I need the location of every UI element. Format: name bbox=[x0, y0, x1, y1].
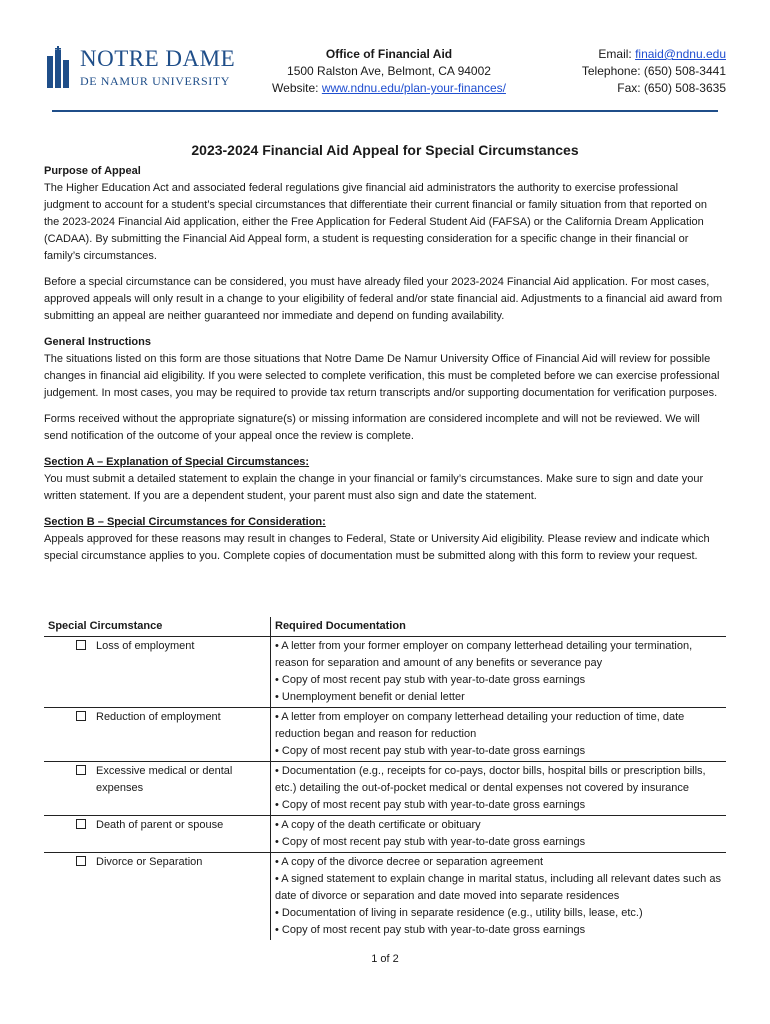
column-header-documentation: Required Documentation bbox=[271, 617, 727, 637]
documentation-item: • Copy of most recent pay stub with year-to-date gross earnings bbox=[275, 924, 586, 936]
general-heading: General Instructions bbox=[44, 336, 151, 348]
documentation-item: • Documentation (e.g., receipts for co-pays, doctor bills, hospital bills or prescription bills, etc.) detailing the out-of-pocket medical or dental expenses not covered by insurance bbox=[275, 765, 706, 794]
documentation-cell bbox=[271, 637, 727, 708]
email-line bbox=[582, 46, 726, 63]
office-address: 1500 Ralston Ave, Belmont, CA 94002 bbox=[287, 64, 491, 78]
university-logo bbox=[44, 44, 234, 96]
document-body bbox=[44, 163, 724, 565]
circumstance-label: Divorce or Separation bbox=[96, 856, 203, 868]
circumstance-cell bbox=[44, 853, 271, 941]
purpose-paragraph-2: Before a special circumstance can be considered, you must have already filed your 2023-2024 Financial Aid application. For most cases, approved appeals will only result in a change to your eligibility of federal and/or state financial aid. Adjustments to a financial aid award from submitting an appeal are neither guaranteed nor immediate and depend on funding availability. bbox=[44, 276, 723, 322]
general-paragraph-1: The situations listed on this form are those situations that Notre Dame De Namur University Office of Financial Aid will review for possible changes in financial aid eligibility. If you were selected to complete verification, this must be completed before we can exercise professional judgement. In most cases, you may be required to provide tax return transcripts and/or supporting documentation for verification purposes. bbox=[44, 353, 720, 399]
circumstance-cell bbox=[44, 816, 271, 853]
office-info bbox=[262, 46, 516, 97]
email-link[interactable]: finaid@ndnu.edu bbox=[635, 47, 726, 61]
documentation-item: • Documentation of living in separate residence (e.g., utility bills, lease, etc.) bbox=[275, 907, 643, 919]
general-paragraph-2: Forms received without the appropriate signature(s) or missing information are considered incomplete and will not be reviewed. We will send notification of the outcome of your appeal once the review is complete. bbox=[44, 413, 700, 442]
documentation-cell bbox=[271, 708, 727, 762]
office-name: Office of Financial Aid bbox=[325, 47, 453, 61]
page-number: 1 of 2 bbox=[371, 953, 399, 965]
contact-info bbox=[582, 46, 726, 97]
website-link[interactable]: www.ndnu.edu/plan-your-finances/ bbox=[321, 81, 506, 95]
logo-wordmark-line1: NOTRE DAME bbox=[80, 46, 236, 71]
circumstance-checkbox[interactable] bbox=[76, 856, 86, 866]
header-divider bbox=[52, 110, 718, 112]
documentation-cell bbox=[271, 816, 727, 853]
circumstance-cell bbox=[44, 708, 271, 762]
documentation-item: • Copy of most recent pay stub with year-to-date gross earnings bbox=[275, 799, 586, 811]
special-circumstances-table bbox=[44, 617, 726, 940]
documentation-cell bbox=[271, 762, 727, 816]
university-crest-icon bbox=[44, 46, 74, 90]
circumstance-checkbox[interactable] bbox=[76, 765, 86, 775]
circumstance-checkbox[interactable] bbox=[76, 711, 86, 721]
table-row bbox=[44, 708, 726, 762]
circumstance-label: Death of parent or spouse bbox=[96, 819, 224, 831]
logo-wordmark-line2: DE NAMUR UNIVERSITY bbox=[80, 74, 231, 88]
circumstance-cell bbox=[44, 637, 271, 708]
email-label: Email: bbox=[598, 47, 636, 61]
table-row bbox=[44, 853, 726, 941]
table-row bbox=[44, 637, 726, 708]
documentation-item: • Copy of most recent pay stub with year-to-date gross earnings bbox=[275, 674, 586, 686]
circumstance-checkbox[interactable] bbox=[76, 640, 86, 650]
section-b-heading: Section B – Special Circumstances for Consideration: bbox=[44, 516, 326, 528]
documentation-item: • Unemployment benefit or denial letter bbox=[275, 691, 465, 703]
table-row bbox=[44, 762, 726, 816]
circumstance-label: Reduction of employment bbox=[96, 711, 221, 723]
section-b-paragraph: Appeals approved for these reasons may result in changes to Federal, State or University Aid eligibility. Please review and indicate which special circumstance applies to you. Complete copies of documentation must be submitted along with this form to review your request. bbox=[44, 533, 710, 562]
documentation-item: • A letter from employer on company letterhead detailing your reduction of time, date reduction began and reason for reduction bbox=[275, 711, 685, 740]
circumstance-label: Loss of employment bbox=[96, 640, 195, 652]
telephone: Telephone: (650) 508-3441 bbox=[581, 64, 726, 78]
circumstance-cell bbox=[44, 762, 271, 816]
office-website bbox=[262, 80, 516, 97]
section-a-paragraph: You must submit a detailed statement to explain the change in your financial or family’s circumstances. Make sure to sign and date your written statement. If you are a dependent student, your parent must also sign and date the statement. bbox=[44, 473, 704, 502]
website-label: Website: bbox=[272, 81, 322, 95]
purpose-paragraph-1: The Higher Education Act and associated federal regulations give financial aid administrators the authority to exercise professional judgment to account for a student’s special circumstances that differentiate their current financial or family situation from that reported on the 2023-2024 Financial Aid application, either the Free Application for Federal Student Aid (FAFSA) or the California Dream Application (CADAA). By submitting the Financial Aid Appeal form, a student is requesting consideration for a specific change in their financial or family’s circumstances. bbox=[44, 182, 707, 262]
document-title: 2023-2024 Financial Aid Appeal for Special Circumstances bbox=[191, 142, 579, 158]
documentation-item: • A copy of the divorce decree or separation agreement bbox=[275, 856, 544, 868]
documentation-item: • Copy of most recent pay stub with year-to-date gross earnings bbox=[275, 745, 586, 757]
column-header-circumstance: Special Circumstance bbox=[44, 617, 271, 637]
purpose-heading: Purpose of Appeal bbox=[44, 165, 141, 177]
fax: Fax: (650) 508-3635 bbox=[617, 81, 726, 95]
section-a-heading: Section A – Explanation of Special Circumstances: bbox=[44, 456, 310, 468]
documentation-item: • Copy of most recent pay stub with year-to-date gross earnings bbox=[275, 836, 586, 848]
documentation-item: • A letter from your former employer on company letterhead detailing your termination, reason for separation and amount of any benefits or severance pay bbox=[275, 640, 693, 669]
circumstance-checkbox[interactable] bbox=[76, 819, 86, 829]
documentation-item: • A signed statement to explain change in marital status, including all relevant dates such as date of divorce or separation and date moved into separate residences bbox=[275, 873, 721, 902]
circumstance-label: Excessive medical or dental expenses bbox=[96, 765, 233, 794]
table-row bbox=[44, 816, 726, 853]
documentation-cell bbox=[271, 853, 727, 941]
documentation-item: • A copy of the death certificate or obituary bbox=[275, 819, 481, 831]
